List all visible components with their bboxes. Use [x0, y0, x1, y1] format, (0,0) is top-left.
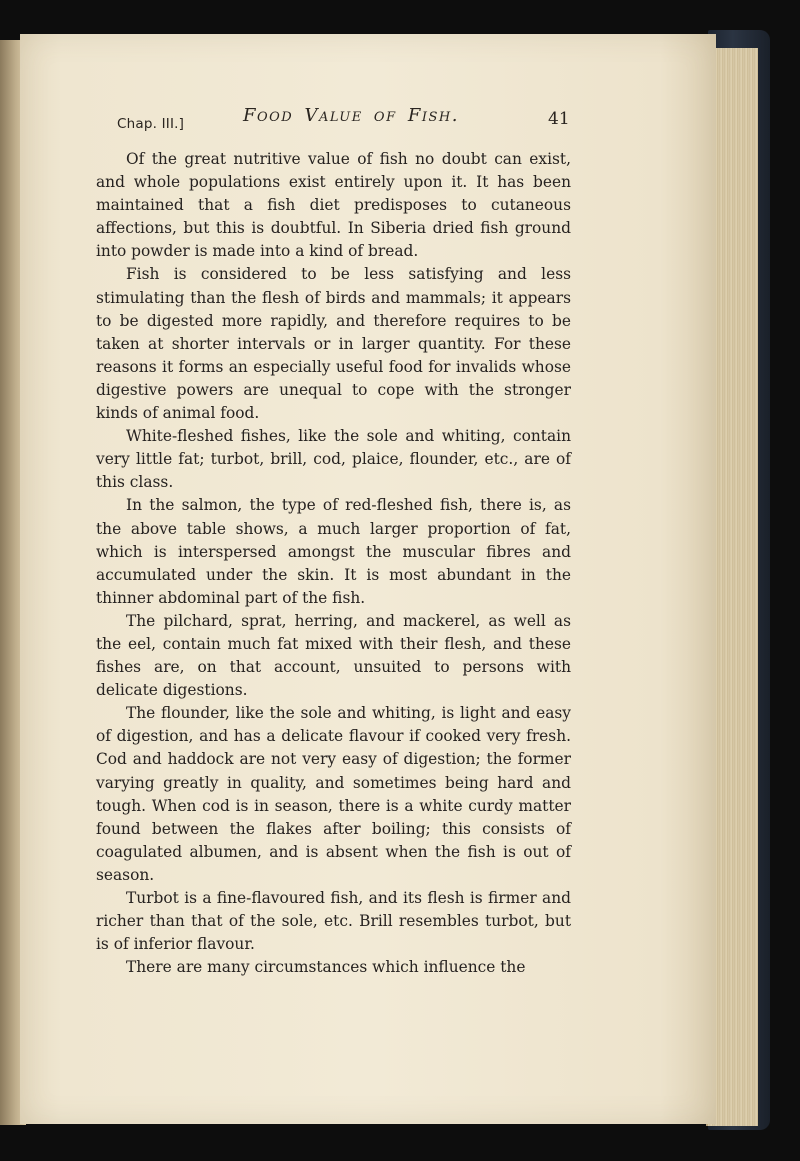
paragraph: Of the great nutritive value of fish no doubt can exist, and whole populations exist entirely upon it. It has been maintained that a fish diet predisposes to cutaneous affections, but this is doubtful. In Siberia dried fish ground into powder is made into a kind of bread.	[96, 150, 571, 261]
paragraph: Fish is considered to be less satisfying and less stimulating than the flesh of birds and mammals; it appears to be digested more rapidly, and therefore requires to be taken at shorter intervals or in larger quantity. For these reasons it forms an especially useful food for invalids whose digestive powers are unequal to cope with the stronger kinds of animal food.	[96, 265, 571, 423]
paragraph: White-fleshed fishes, like the sole and whiting, contain very little fat; turbot, brill, cod, plaice, flounder, etc., are of this class.	[96, 427, 571, 492]
page-number: 41	[548, 109, 570, 129]
paragraph: Turbot is a fine-flavoured fish, and its flesh is firmer and richer than that of the sole, etc. Brill resembles turbot, but is of inferior flavour.	[96, 889, 571, 954]
running-header	[96, 104, 576, 144]
running-title: Food Value of Fish.	[243, 105, 459, 126]
chapter-label: Chap. III.]	[117, 116, 185, 132]
paragraph: There are many circumstances which influence the	[126, 958, 526, 977]
body-text	[96, 148, 571, 979]
paragraph: The pilchard, sprat, herring, and mackerel, as well as the eel, contain much fat mixed with their flesh, and these fishes are, on that account, unsuited to persons with delicate digestions.	[96, 611, 571, 700]
paragraph: In the salmon, the type of red-fleshed fish, there is, as the above table shows, a much larger proportion of fat, which is interspersed amongst the muscular fibres and accumulated under the skin. It is most abundant in the thinner abdominal part of the fish.	[96, 496, 571, 607]
paragraph: The flounder, like the sole and whiting, is light and easy of digestion, and has a delicate flavour if cooked very fresh. Cod and haddock are not very easy of digestion; the former varying greatly in quality, and sometimes being hard and tough. When cod is in season, there is a white curdy matter found between the flakes after boiling; this consists of coagulated albumen, and is absent when the fish is out of season.	[96, 704, 571, 884]
